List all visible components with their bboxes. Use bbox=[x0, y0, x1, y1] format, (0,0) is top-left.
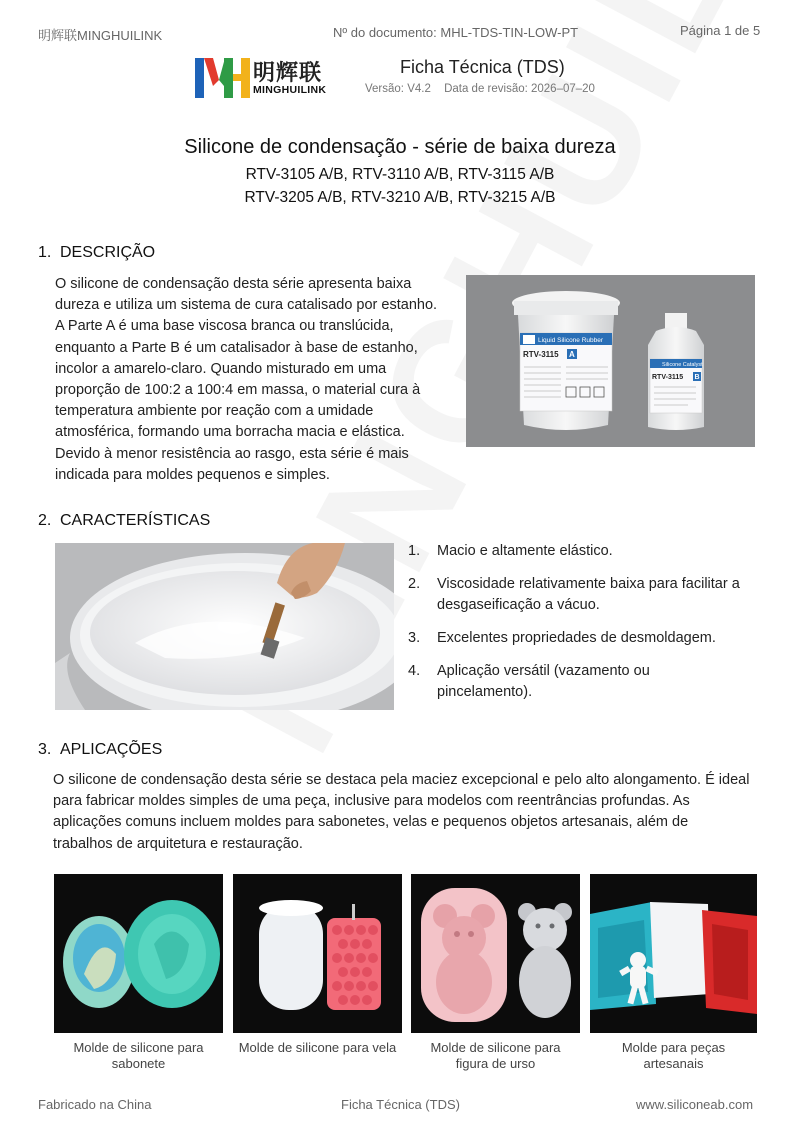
description-text bbox=[55, 274, 455, 486]
bottle-model: RTV-3115 bbox=[652, 374, 684, 381]
tds-meta bbox=[365, 83, 605, 95]
header-doc-number: Nº do documento: MHL-TDS-TIN-LOW-PT bbox=[333, 25, 579, 40]
applications-line: aplicações comuns incluem moldes para sabonetes, velas e pequenos objetos artesanais, além de bbox=[53, 814, 689, 831]
header-page-number: Página 1 de 5 bbox=[680, 23, 761, 38]
product-photo bbox=[466, 275, 755, 447]
applications-text bbox=[53, 770, 773, 855]
applications-line: O silicone de condensação desta série se destaca pela maciez excepcional e pelo alto alongamento. É ideal bbox=[53, 772, 750, 788]
header-company: 明辉联MINGHUILINK bbox=[38, 28, 163, 43]
bucket-label: Liquid Silicone Rubber bbox=[538, 337, 604, 344]
description-line: Devido à menor resistência ao rasgo, esta série é mais bbox=[55, 445, 409, 462]
feature-item: 1. Macio e altamente elástico. bbox=[408, 543, 613, 559]
soap-mold-photo bbox=[54, 874, 223, 1033]
feature-item: 3. Excelentes propriedades de desmoldagem. bbox=[408, 630, 716, 646]
company-logo bbox=[195, 56, 335, 100]
bottle-part: B bbox=[694, 374, 700, 381]
footer-origin: Fabricado na China bbox=[38, 1097, 152, 1112]
description-line: indicada para moldes pequenos e simples. bbox=[55, 466, 330, 483]
applications-line: para fabricar moldes simples de uma peça, inclusive para modelos com reentrâncias profundas. As bbox=[53, 793, 690, 810]
candle-mold-photo bbox=[233, 874, 402, 1033]
section-heading-features: 2. CARACTERÍSTICAS bbox=[38, 512, 211, 529]
caption-candle-mold: Molde de silicone para vela bbox=[238, 1040, 397, 1055]
description-line: enquanto a Parte B é um catalisador à base de estanho, bbox=[55, 339, 418, 356]
description-line: atmosférica, formando uma borracha macia e elástica. bbox=[55, 424, 405, 441]
description-line: dureza e utiliza um sistema de cura catalisado por estanho. bbox=[55, 297, 438, 314]
features-list bbox=[408, 541, 758, 715]
footer-doc-type: Ficha Técnica (TDS) bbox=[341, 1097, 460, 1112]
caption-soap-mold: Molde de silicone para sabonete bbox=[73, 1040, 204, 1071]
document-title: Silicone de condensação - série de baixa dureza bbox=[184, 136, 616, 158]
logo-english-text: MINGHUILINK bbox=[253, 84, 327, 96]
bucket-part: A bbox=[569, 350, 575, 359]
description-line: temperatura ambiente por reação com a umidade bbox=[55, 403, 374, 420]
version-text: Versão: V4.2 bbox=[365, 83, 431, 95]
description-line: incolor a amarelo-claro. Quando misturado em uma bbox=[55, 360, 387, 377]
logo-mark-icon bbox=[195, 56, 251, 100]
tds-title: Ficha Técnica (TDS) bbox=[400, 57, 565, 77]
model-line-1: RTV-3105 A/B, RTV-3110 A/B, RTV-3115 A/B bbox=[245, 166, 555, 183]
caption-craft-mold: Molde para peças artesanais bbox=[621, 1040, 726, 1071]
description-line: A Parte A é uma base viscosa branca ou translúcida, bbox=[55, 318, 394, 335]
bottle-label: Silicone Catalyst bbox=[662, 362, 703, 368]
mixing-photo bbox=[55, 543, 394, 710]
bear-mold-photo bbox=[411, 874, 580, 1033]
applications-line: trabalhos de arquitetura e restauração. bbox=[53, 835, 303, 852]
revision-date: Data de revisão: 2026–07–20 bbox=[444, 83, 595, 95]
feature-item: 2. Viscosidade relativamente baixa para facilitar a desgaseificação a vácuo. bbox=[408, 576, 740, 613]
feature-item: 4. Aplicação versátil (vazamento ou pincelamento). bbox=[408, 663, 650, 700]
description-line: proporção de 100:2 a 100:4 em massa, o material cura à bbox=[55, 382, 421, 399]
bucket-model: RTV-3115 bbox=[523, 350, 559, 359]
model-line-2: RTV-3205 A/B, RTV-3210 A/B, RTV-3215 A/B bbox=[244, 189, 556, 206]
section-heading-description: 1. DESCRIÇÃO bbox=[38, 244, 156, 261]
craft-mold-photo bbox=[590, 874, 757, 1033]
footer-website-link[interactable]: www.siliconeab.com bbox=[636, 1097, 754, 1112]
description-line: O silicone de condensação desta série apresenta baixa bbox=[55, 276, 412, 292]
section-heading-applications: 3. APLICAÇÕES bbox=[38, 741, 163, 758]
logo-chinese-text: 明辉联 bbox=[253, 61, 323, 86]
caption-bear-mold: Molde de silicone para figura de urso bbox=[430, 1040, 561, 1071]
